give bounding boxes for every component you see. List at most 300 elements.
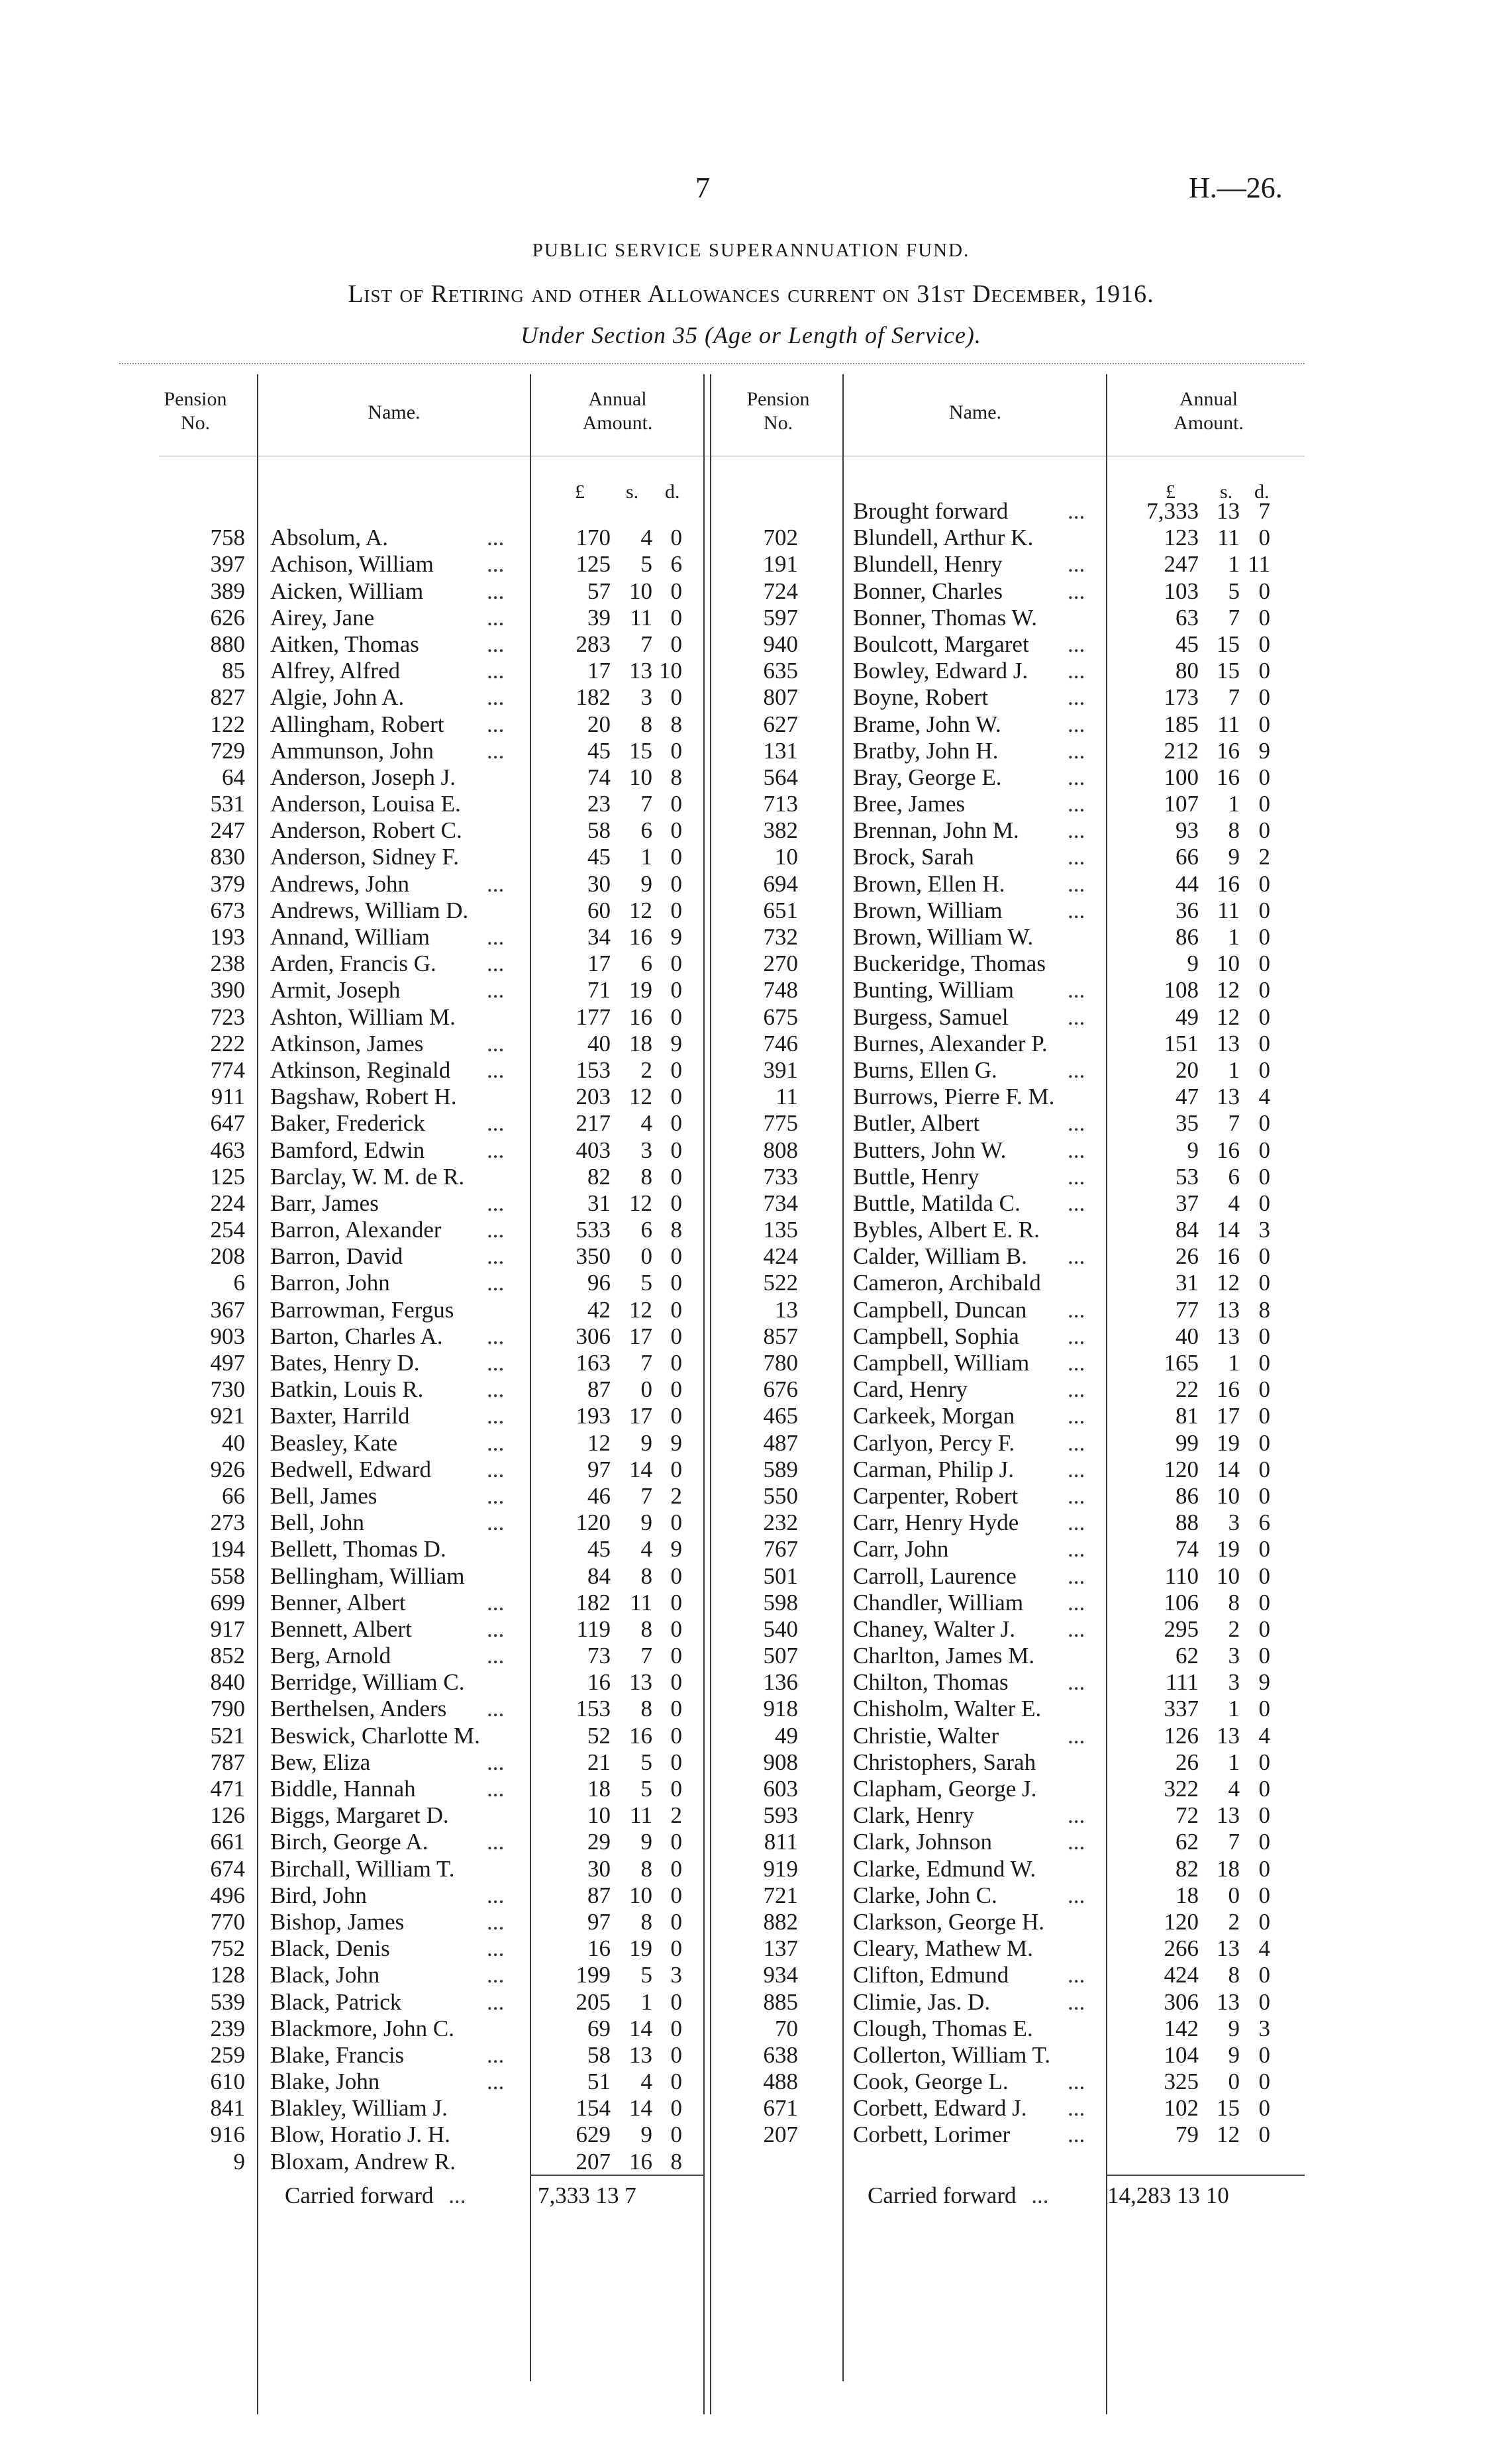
- cell-pension-no: 916: [210, 2122, 245, 2148]
- cell-pension-no: 903: [210, 1323, 245, 1349]
- cell-pension-no: 675: [763, 1003, 798, 1030]
- cell-pension-no: 918: [763, 1696, 798, 1722]
- cell-pension-no: 9: [233, 2148, 245, 2175]
- cell-pence: 0: [1258, 1376, 1270, 1403]
- cell-pension-no: 126: [210, 1802, 245, 1829]
- cell-pence: 0: [1258, 924, 1270, 950]
- cell-pence: 0: [670, 844, 682, 870]
- carried-forward-amount-left: 7,333 13 7: [538, 2182, 636, 2208]
- table-row: [0, 1031, 1502, 1057]
- cell-pounds: 7,333: [1146, 498, 1199, 524]
- cell-pension-no: 191: [763, 551, 798, 578]
- cell-name: Bowley, Edward J.: [853, 658, 1028, 684]
- cell-pence: 0: [670, 1456, 682, 1482]
- cell-shillings: 11: [1217, 711, 1240, 737]
- cell-pension-no: 699: [210, 1589, 245, 1616]
- cell-shillings: 5: [640, 1270, 652, 1296]
- cell-pension-no: 597: [763, 604, 798, 631]
- table-row: [0, 631, 1502, 658]
- cell-pounds: 154: [576, 2095, 611, 2122]
- cell-pounds: 34: [587, 924, 611, 950]
- cell-shillings: 3: [640, 684, 652, 711]
- cell-name: Clarke, Edmund W.: [853, 1855, 1036, 1882]
- cell-pence: 0: [1258, 950, 1270, 977]
- cell-pension-no: 807: [763, 684, 798, 711]
- cell-leader: ...: [1068, 1376, 1085, 1403]
- cell-shillings: 19: [1217, 1429, 1240, 1456]
- cell-name: Baker, Frederick: [270, 1110, 425, 1137]
- cell-pounds: 66: [1176, 844, 1199, 870]
- cell-shillings: 7: [1228, 684, 1240, 711]
- table-row: [0, 950, 1502, 977]
- cell-pounds: 185: [1164, 711, 1199, 737]
- cell-name: Bew, Eliza: [270, 1749, 371, 1775]
- cell-pence: 0: [1258, 604, 1270, 631]
- cell-pension-no: 564: [763, 764, 798, 790]
- cell-leader: ...: [1068, 1616, 1085, 1642]
- cell-shillings: 13: [629, 2041, 652, 2068]
- cell-shillings: 10: [629, 578, 652, 604]
- cell-leader: ...: [1068, 1243, 1085, 1270]
- cell-pension-no: 10: [775, 844, 798, 870]
- cell-pence: 0: [670, 1616, 682, 1642]
- table-row: [0, 1297, 1502, 1323]
- cell-pence: 0: [670, 1270, 682, 1296]
- cell-shillings: 13: [1217, 1030, 1240, 1056]
- cell-pounds: 58: [587, 2041, 611, 2068]
- cell-name: Blake, Francis: [270, 2041, 405, 2068]
- cell-pence: 2: [670, 1482, 682, 1509]
- unit-pence-right: d.: [1254, 481, 1270, 503]
- carried-forward-text: Carried forward: [285, 2182, 434, 2208]
- cell-pence: 0: [670, 2041, 682, 2068]
- cell-shillings: 13: [629, 658, 652, 684]
- cell-leader: ...: [1068, 1669, 1085, 1696]
- cell-name: Annand, William: [270, 924, 430, 950]
- cell-pounds: 306: [576, 1323, 611, 1349]
- table-row: [0, 1323, 1502, 1350]
- cell-pounds: 79: [1176, 2122, 1199, 2148]
- cell-shillings: 5: [640, 1962, 652, 1988]
- cell-name: Black, Denis: [270, 1935, 390, 1962]
- unit-pounds-right: £: [1166, 481, 1176, 503]
- cell-pension-no: 125: [210, 1163, 245, 1190]
- cell-pension-no: 550: [763, 1482, 798, 1509]
- cell-pounds: 20: [587, 711, 611, 737]
- cell-pension-no: 647: [210, 1110, 245, 1137]
- cell-name: Birch, George A.: [270, 1829, 428, 1855]
- cell-pence: 0: [1258, 1988, 1270, 2015]
- cell-pounds: 111: [1166, 1669, 1199, 1696]
- table-row: [0, 1483, 1502, 1510]
- cell-pension-no: 238: [210, 950, 245, 977]
- cell-pounds: 81: [1176, 1403, 1199, 1429]
- unit-pence-left: d.: [665, 481, 680, 503]
- cell-pence: 4: [1258, 1084, 1270, 1110]
- table-row: [0, 1350, 1502, 1376]
- cell-pension-no: 507: [763, 1643, 798, 1669]
- cell-name: Clapham, George J.: [853, 1776, 1037, 1802]
- cell-leader: ...: [487, 711, 505, 737]
- cell-pounds: 283: [576, 631, 611, 657]
- cell-name: Carlyon, Percy F.: [853, 1429, 1015, 1456]
- cell-pension-no: 919: [763, 1855, 798, 1882]
- cell-shillings: 5: [640, 1749, 652, 1775]
- cell-name: Clark, Henry: [853, 1802, 974, 1829]
- cell-pence: 0: [670, 1669, 682, 1696]
- cell-name: Chisholm, Walter E.: [853, 1696, 1042, 1722]
- cell-name: Campbell, William: [853, 1350, 1030, 1376]
- cell-shillings: 9: [1228, 2015, 1240, 2041]
- cell-pension-no: 471: [210, 1776, 245, 1802]
- cell-pension-no: 254: [210, 1217, 245, 1243]
- cell-name: Barton, Charles A.: [270, 1323, 443, 1349]
- cell-leader: ...: [487, 1882, 505, 1908]
- cell-shillings: 8: [1228, 817, 1240, 844]
- cell-pounds: 403: [576, 1137, 611, 1163]
- table-row: [0, 844, 1502, 870]
- cell-pence: 2: [670, 1802, 682, 1829]
- cell-pounds: 39: [587, 604, 611, 631]
- cell-shillings: 12: [629, 1084, 652, 1110]
- cell-pension-no: 232: [763, 1510, 798, 1536]
- list-title: List of Retiring and other Allowances current on 31st December, 1916.: [348, 280, 1154, 308]
- cell-name: Bybles, Albert E. R.: [853, 1217, 1040, 1243]
- cell-pounds: 306: [1164, 1988, 1199, 2015]
- cell-pension-no: 811: [764, 1829, 798, 1855]
- cell-pension-no: 137: [763, 1935, 798, 1962]
- cell-pounds: 63: [1176, 604, 1199, 631]
- table-row: [0, 1696, 1502, 1722]
- cell-shillings: 7: [640, 1482, 652, 1509]
- cell-shillings: 1: [1228, 551, 1240, 578]
- cell-pence: 8: [670, 2148, 682, 2175]
- cell-name: Bunting, William: [853, 977, 1014, 1003]
- cell-name: Cook, George L.: [853, 2069, 1009, 2095]
- cell-leader: ...: [1068, 764, 1085, 790]
- cell-pension-no: 589: [763, 1456, 798, 1482]
- cell-name: Black, Patrick: [270, 1988, 402, 2015]
- cell-pence: 0: [670, 791, 682, 817]
- cell-pension-no: 917: [210, 1616, 245, 1642]
- table-row: [0, 605, 1502, 631]
- cell-leader: ...: [1068, 1296, 1085, 1323]
- cell-pounds: 62: [1176, 1643, 1199, 1669]
- cell-name: Bennett, Albert: [270, 1616, 412, 1642]
- cell-shillings: 15: [1217, 2095, 1240, 2122]
- header-name-right: [851, 401, 1099, 425]
- cell-name: Climie, Jas. D.: [853, 1988, 991, 2015]
- cell-pounds: 103: [1164, 578, 1199, 604]
- cell-leader: ...: [1068, 817, 1085, 844]
- cell-pence: 0: [1258, 1482, 1270, 1509]
- cell-pounds: 170: [576, 525, 611, 551]
- table-row: [0, 525, 1502, 551]
- cell-pension-no: 194: [210, 1536, 245, 1563]
- cell-pounds: 9: [1187, 950, 1199, 977]
- cell-shillings: 2: [1228, 1616, 1240, 1642]
- cell-leader: ...: [487, 1749, 505, 1775]
- cell-pounds: 205: [576, 1988, 611, 2015]
- cell-pence: 0: [1258, 1536, 1270, 1563]
- cell-pence: 0: [670, 737, 682, 764]
- cell-pension-no: 122: [210, 711, 245, 737]
- cell-pension-no: 830: [210, 844, 245, 870]
- table-row: [0, 1457, 1502, 1483]
- cell-pension-no: 465: [763, 1403, 798, 1429]
- cell-pounds: 36: [1176, 897, 1199, 923]
- table-row: [0, 1829, 1502, 1855]
- cell-pounds: 153: [576, 1056, 611, 1083]
- cell-pence: 9: [670, 1429, 682, 1456]
- cell-shillings: 12: [629, 1190, 652, 1216]
- cell-name: Batkin, Louis R.: [270, 1376, 424, 1403]
- cell-name: Blow, Horatio J. H.: [270, 2122, 450, 2148]
- cell-pence: 0: [670, 1988, 682, 2015]
- cell-shillings: 9: [640, 2122, 652, 2148]
- cell-name: Buttle, Matilda C.: [853, 1190, 1021, 1216]
- cell-leader: ...: [1068, 711, 1085, 737]
- cell-pence: 0: [670, 1776, 682, 1802]
- cell-pounds: 17: [587, 950, 611, 977]
- header-text: Amount.: [1174, 412, 1244, 434]
- header-top-rule: [119, 363, 1305, 364]
- cell-pension-no: 626: [210, 604, 245, 631]
- cell-name: Absolum, A.: [270, 525, 388, 551]
- cell-shillings: 6: [640, 817, 652, 844]
- cell-name: Barron, John: [270, 1270, 390, 1296]
- cell-pension-no: 730: [210, 1376, 245, 1403]
- unit-shillings-right: s.: [1220, 481, 1233, 503]
- cell-shillings: 12: [1217, 977, 1240, 1003]
- cell-pension-no: 758: [210, 525, 245, 551]
- cell-pension-no: 882: [763, 1908, 798, 1935]
- cell-leader: ...: [487, 2069, 505, 2095]
- cell-shillings: 11: [630, 604, 652, 631]
- cell-name: Ammunson, John: [270, 737, 434, 764]
- cell-leader: ...: [1068, 1589, 1085, 1616]
- cell-pension-no: 128: [210, 1962, 245, 1988]
- cell-name: Corbett, Edward J.: [853, 2095, 1027, 2122]
- cell-name: Campbell, Duncan: [853, 1296, 1027, 1323]
- cell-shillings: 8: [640, 1908, 652, 1935]
- table-row: [0, 977, 1502, 1003]
- cell-pounds: 120: [1164, 1456, 1199, 1482]
- table-row: [0, 1510, 1502, 1536]
- cell-name: Baxter, Harrild: [270, 1403, 410, 1429]
- cell-leader: ...: [1068, 2069, 1085, 2095]
- cell-leader: ...: [487, 1776, 505, 1802]
- header-text: Annual: [1179, 388, 1238, 410]
- cell-pence: 0: [1258, 1829, 1270, 1855]
- cell-pence: 9: [670, 924, 682, 950]
- cell-shillings: 13: [629, 1669, 652, 1696]
- cell-pounds: 350: [576, 1243, 611, 1270]
- cell-leader: ...: [487, 924, 505, 950]
- cell-shillings: 13: [1217, 1323, 1240, 1349]
- cell-shillings: 12: [1217, 1270, 1240, 1296]
- cell-name: Bell, John: [270, 1510, 364, 1536]
- cell-pence: 3: [1258, 1217, 1270, 1243]
- table-row: [0, 817, 1502, 844]
- cell-pension-no: 748: [763, 977, 798, 1003]
- cell-pence: 0: [670, 1190, 682, 1216]
- cell-pounds: 12: [587, 1429, 611, 1456]
- cell-leader: ...: [1068, 551, 1085, 578]
- cell-name: Brock, Sarah: [853, 844, 974, 870]
- cell-pence: 3: [670, 1962, 682, 1988]
- cell-pounds: 182: [576, 1589, 611, 1616]
- cell-leader: ...: [1068, 1536, 1085, 1563]
- cell-shillings: 1: [1228, 1749, 1240, 1775]
- cell-pension-no: 780: [763, 1350, 798, 1376]
- cell-pension-no: 85: [222, 658, 245, 684]
- cell-name: Andrews, William D.: [270, 897, 469, 923]
- cell-pension-no: 496: [210, 1882, 245, 1908]
- cell-shillings: 7: [640, 1350, 652, 1376]
- cell-pence: 0: [670, 631, 682, 657]
- cell-shillings: 8: [640, 711, 652, 737]
- cell-leader: ...: [1068, 1429, 1085, 1456]
- cell-pounds: 45: [587, 844, 611, 870]
- cell-shillings: 11: [630, 1589, 652, 1616]
- cell-pension-no: 379: [210, 870, 245, 897]
- cell-name: Bamford, Edwin: [270, 1137, 425, 1163]
- cell-shillings: 17: [629, 1323, 652, 1349]
- cell-pence: 0: [670, 1855, 682, 1882]
- cell-name: Charlton, James M.: [853, 1643, 1035, 1669]
- total-rule-left: [530, 2175, 703, 2176]
- cell-pounds: 57: [587, 578, 611, 604]
- cell-pence: 0: [1258, 1350, 1270, 1376]
- cell-name: Bree, James: [853, 791, 966, 817]
- cell-pounds: 17: [587, 658, 611, 684]
- cell-leader: ...: [1068, 498, 1085, 524]
- table-row: [0, 2069, 1502, 2095]
- cell-pence: 0: [1258, 525, 1270, 551]
- cell-pension-no: 857: [763, 1323, 798, 1349]
- cell-name: Butler, Albert: [853, 1110, 980, 1137]
- cell-pension-no: 661: [210, 1829, 245, 1855]
- cell-shillings: 9: [640, 1829, 652, 1855]
- cell-pension-no: 66: [222, 1482, 245, 1509]
- carried-forward-label-left: [285, 2182, 466, 2209]
- cell-pension-no: 136: [763, 1669, 798, 1696]
- cell-leader: ...: [1068, 1163, 1085, 1190]
- cell-pounds: 337: [1164, 1696, 1199, 1722]
- cell-name: Carpenter, Robert: [853, 1482, 1019, 1509]
- cell-pounds: 106: [1164, 1589, 1199, 1616]
- cell-pounds: 120: [576, 1510, 611, 1536]
- header-text: Name.: [368, 401, 421, 423]
- right-table: [0, 498, 1502, 2149]
- cell-shillings: 13: [1217, 1084, 1240, 1110]
- cell-pence: 0: [670, 1350, 682, 1376]
- cell-shillings: 1: [1228, 1696, 1240, 1722]
- cell-name: Clarkson, George H.: [853, 1908, 1045, 1935]
- cell-pounds: 99: [1176, 1429, 1199, 1456]
- cell-pounds: 104: [1164, 2041, 1199, 2068]
- carried-forward-amount-right: 14,283 13 10: [1107, 2182, 1229, 2208]
- cell-pension-no: 64: [222, 764, 245, 790]
- table-row: [0, 1723, 1502, 1749]
- cell-shillings: 10: [1217, 950, 1240, 977]
- cell-leader: ...: [487, 1350, 505, 1376]
- cell-shillings: 6: [640, 1217, 652, 1243]
- cell-shillings: 8: [1228, 1589, 1240, 1616]
- table-row: [0, 1856, 1502, 1882]
- header-text: Pension: [746, 388, 810, 410]
- cell-leader: ...: [487, 604, 505, 631]
- cell-leader: ...: [1068, 684, 1085, 711]
- cell-leader: ...: [487, 950, 505, 977]
- cell-pence: 9: [1258, 737, 1270, 764]
- cell-shillings: 16: [1217, 764, 1240, 790]
- cell-pounds: 26: [1176, 1749, 1199, 1775]
- cell-shillings: 10: [1217, 1563, 1240, 1589]
- cell-pension-no: 774: [210, 1056, 245, 1083]
- cell-pension-no: 531: [210, 791, 245, 817]
- cell-leader: ...: [487, 1056, 505, 1083]
- cell-pence: 8: [670, 764, 682, 790]
- cell-shillings: 14: [629, 2015, 652, 2041]
- cell-name: Blake, John: [270, 2069, 380, 2095]
- cell-shillings: 1: [640, 844, 652, 870]
- cell-pence: 0: [670, 1935, 682, 1962]
- cell-leader: ...: [487, 1030, 505, 1056]
- table-row: [0, 764, 1502, 791]
- cell-leader: ...: [487, 1829, 505, 1855]
- cell-pension-no: 593: [763, 1802, 798, 1829]
- cell-pence: 4: [1258, 1722, 1270, 1749]
- cell-name: Cleary, Mathew M.: [853, 1935, 1033, 1962]
- cell-pension-no: 598: [763, 1589, 798, 1616]
- cell-leader: ...: [1068, 2122, 1085, 2148]
- cell-pence: 0: [1258, 1855, 1270, 1882]
- cell-pence: 11: [1248, 551, 1270, 578]
- cell-shillings: 11: [630, 1802, 652, 1829]
- cell-leader: ...: [487, 1190, 505, 1216]
- cell-leader: ...: [1068, 2095, 1085, 2122]
- cell-pounds: 40: [1176, 1323, 1199, 1349]
- cell-pounds: 77: [1176, 1296, 1199, 1323]
- table-row: [0, 2122, 1502, 2148]
- cell-pounds: 52: [587, 1722, 611, 1749]
- cell-pounds: 82: [587, 1163, 611, 1190]
- cell-shillings: 7: [1228, 604, 1240, 631]
- table-row: [0, 1536, 1502, 1563]
- cell-name: Carr, John: [853, 1536, 949, 1563]
- cell-pence: 0: [670, 1403, 682, 1429]
- cell-shillings: 9: [1228, 2041, 1240, 2068]
- cell-name: Buckeridge, Thomas: [853, 950, 1046, 977]
- cell-shillings: 1: [1228, 791, 1240, 817]
- header-text: Pension: [164, 388, 227, 410]
- cell-name: Atkinson, Reginald: [270, 1056, 451, 1083]
- cell-pence: 0: [1258, 977, 1270, 1003]
- cell-name: Bloxam, Andrew R.: [270, 2148, 456, 2175]
- cell-pence: 0: [670, 1510, 682, 1536]
- cell-pence: 0: [670, 1163, 682, 1190]
- cell-leader: ...: [487, 551, 505, 578]
- cell-name: Boyne, Robert: [853, 684, 989, 711]
- cell-leader: ...: [487, 1935, 505, 1962]
- cell-pounds: 533: [576, 1217, 611, 1243]
- cell-pence: 0: [1258, 897, 1270, 923]
- cell-pension-no: 651: [763, 897, 798, 923]
- cell-name: Bishop, James: [270, 1908, 405, 1935]
- table-row: [0, 1270, 1502, 1296]
